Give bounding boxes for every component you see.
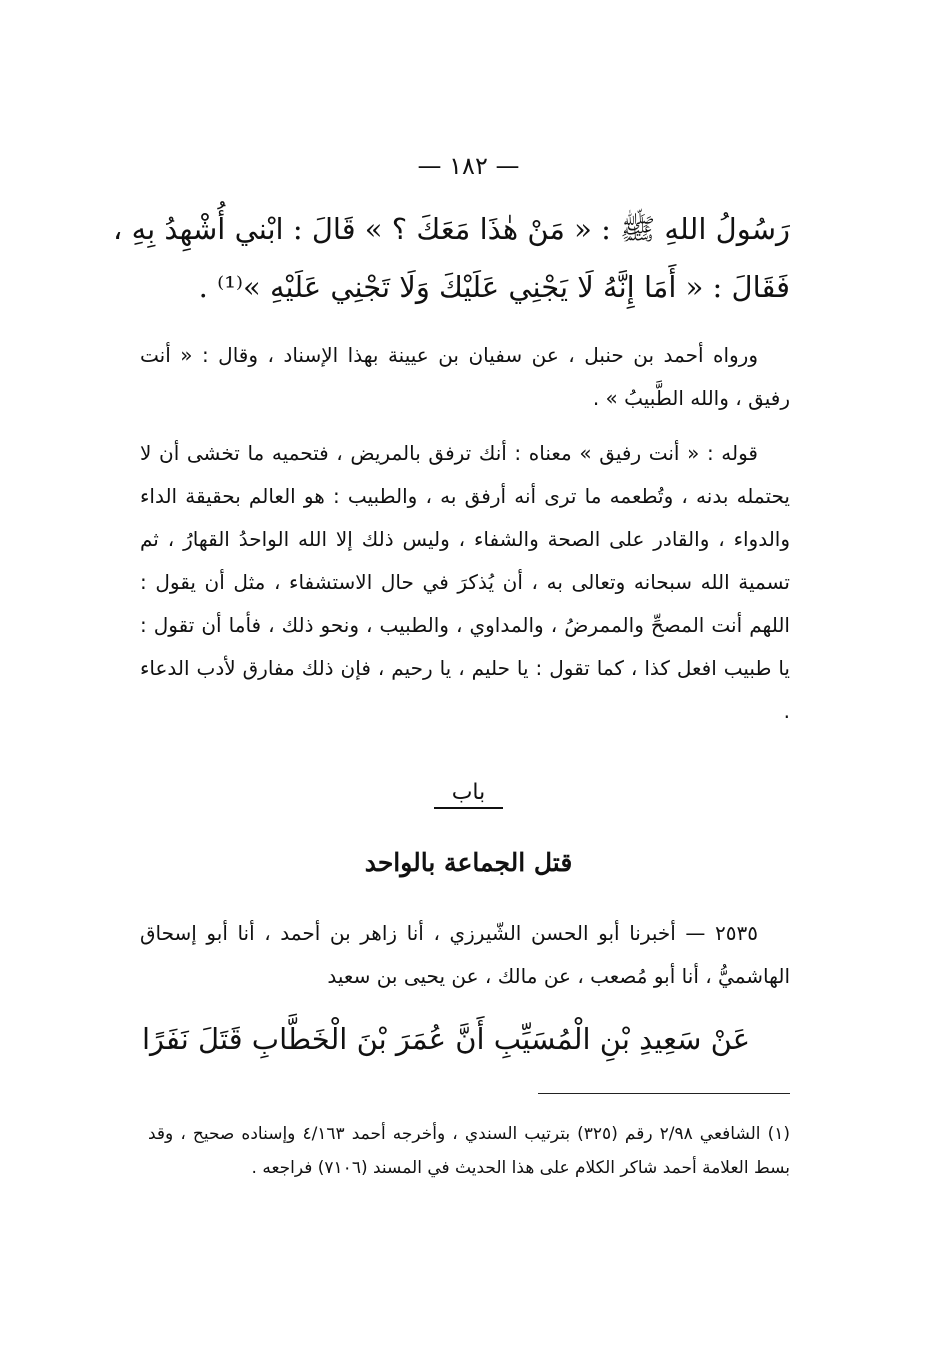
footnote [148,1117,790,1185]
hadith-line-1: رَسُولُ اللهِ ﷺ : « مَنْ هٰذَا مَعَكَ ؟ » قَالَ : ابْني أُشْهِدُ بِهِ ، [112,212,790,246]
paragraph-isnad-text: ٢٥٣٥ — أخبرنا أبو الحسن الشّيرزي ، أنا زاهر بن أحمد ، أنا أبو إسحاق الهاشميُّ ، أنا أبو مُصعب ، عن مالك ، عن يحيى بن سعيد [140,921,790,988]
hadith-quote-top [112,200,790,316]
footnote-divider [538,1093,790,1094]
bab-label: باب [434,780,504,809]
page-number: — ١٨٢ — [417,152,520,180]
paragraph-commentary [140,432,790,733]
bab-heading [0,780,937,809]
section-title: قتل الجماعة بالواحد [364,848,573,877]
paragraph-narration [140,334,790,420]
paragraph-isnad [140,912,790,998]
hadith-line-2: فَقَالَ : « أَمَا إِنَّهُ لَا يَجْنِي عَلَيْكَ وَلَا تَجْنِي عَلَيْهِ »⁽¹⁾ . [198,270,790,304]
hadith-line-3: عَنْ سَعِيدِ بْنِ الْمُسَيِّبِ أَنَّ عُمَرَ بْنَ الْخَطَّابِ قَتَلَ نَفَرًا [142,1022,750,1056]
paragraph-commentary-text: قوله : « أنت رفيق » معناه : أنك ترفق بالمريض ، فتحميه ما تخشى أن لا يحتمله بدنه ، وتُطعمه ما ترى أنه أرفق به ، والطبيب : هو العالم بحقيقة الداء والدواء ، والقادر على الصحة والشفاء ، وليس ذلك إلا الله الواحدُ القهارُ ، ثم تسمية الله سبحانه وتعالى به ، أن يُذكرَ في حال الاستشفاء ، مثل أن يقول : اللهم أنت المصحِّ والممرضُ ، والمداوي ، والطبيب ، ونحو ذلك ، فأما أن تقول : يا طبيب افعل كذا ، كما تقول : يا حليم ، يا رحيم ، فإن ذلك مفارق لأدب الدعاء . [140,441,790,723]
paragraph-narration-text: ورواه أحمد بن حنبل ، عن سفيان بن عيينة بهذا الإسناد ، وقال : « أنت رفيق ، والله الطَّبيبُ » . [140,343,790,410]
footnote-text: (١) الشافعي ٢/٩٨ رقم (٣٢٥) بترتيب السندي ، وأخرجه أحمد ٤/١٦٣ وإسناده صحيح ، وقد بسط العلامة أحمد شاكر الكلام على هذا الحديث في المسند (٧١٠٦) فراجعه . [148,1124,790,1178]
hadith-quote-bottom [130,1010,750,1068]
